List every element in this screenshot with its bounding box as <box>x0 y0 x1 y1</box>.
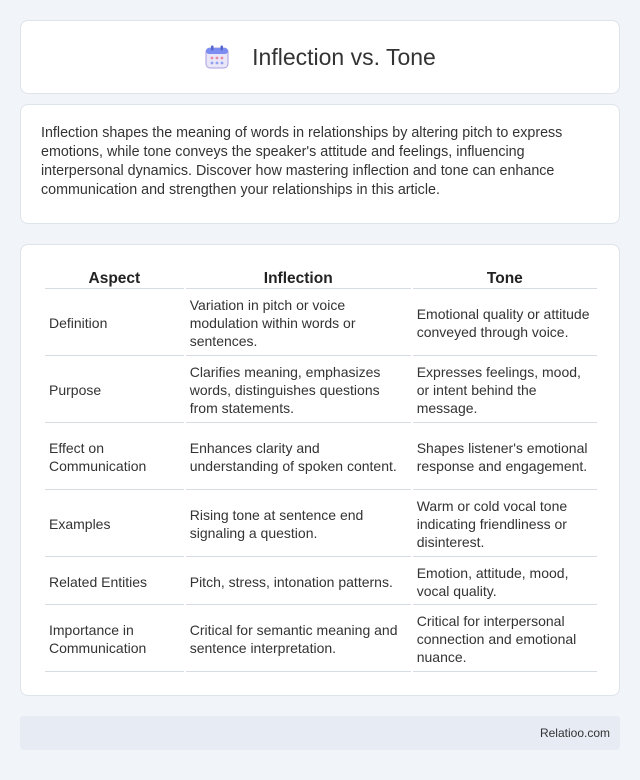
calendar-icon <box>204 44 230 70</box>
inflection-cell: Variation in pitch or voice modulation within words or sentences. <box>186 291 411 356</box>
tone-cell: Warm or cold vocal tone indicating friendliness or disinterest. <box>413 492 597 557</box>
table-row <box>45 607 597 672</box>
table-row <box>45 291 597 356</box>
table-row <box>45 425 597 490</box>
footer <box>20 716 620 750</box>
inflection-cell: Pitch, stress, intonation patterns. <box>186 559 411 605</box>
comparison-table <box>43 265 599 674</box>
table-row <box>45 358 597 423</box>
table-row <box>45 492 597 557</box>
column-header-aspect: Aspect <box>45 267 184 289</box>
aspect-cell: Importance in Communication <box>45 607 184 672</box>
column-header-inflection: Inflection <box>186 267 411 289</box>
inflection-cell: Clarifies meaning, emphasizes words, distinguishes questions from statements. <box>186 358 411 423</box>
table-header-row <box>45 267 597 289</box>
aspect-cell: Examples <box>45 492 184 557</box>
title-wrap <box>204 44 436 71</box>
intro-card <box>20 104 620 224</box>
inflection-cell: Rising tone at sentence end signaling a question. <box>186 492 411 557</box>
inflection-cell: Critical for semantic meaning and sentence interpretation. <box>186 607 411 672</box>
tone-cell: Emotional quality or attitude conveyed through voice. <box>413 291 597 356</box>
tone-cell: Emotion, attitude, mood, vocal quality. <box>413 559 597 605</box>
tone-cell: Shapes listener's emotional response and engagement. <box>413 425 597 490</box>
aspect-cell: Purpose <box>45 358 184 423</box>
tone-cell: Critical for interpersonal connection and emotional nuance. <box>413 607 597 672</box>
tone-cell: Expresses feelings, mood, or intent behind the message. <box>413 358 597 423</box>
column-header-tone: Tone <box>413 267 597 289</box>
header-card <box>20 20 620 94</box>
inflection-cell: Enhances clarity and understanding of spoken content. <box>186 425 411 490</box>
aspect-cell: Definition <box>45 291 184 356</box>
intro-paragraph: Inflection shapes the meaning of words in relationships by altering pitch to express emotions, while tone conveys the speaker's attitude and feelings, influencing interpersonal dynamics. Discover how mastering inflection and tone can enhance communication and strengthen your relationships in this article. <box>41 125 563 198</box>
footer-site-name: Relatioo.com <box>539 726 610 740</box>
table-row <box>45 559 597 605</box>
comparison-table-card <box>20 244 620 696</box>
page-title: Inflection vs. Tone <box>252 43 436 70</box>
aspect-cell: Related Entities <box>45 559 184 605</box>
aspect-cell: Effect on Communication <box>45 425 184 490</box>
